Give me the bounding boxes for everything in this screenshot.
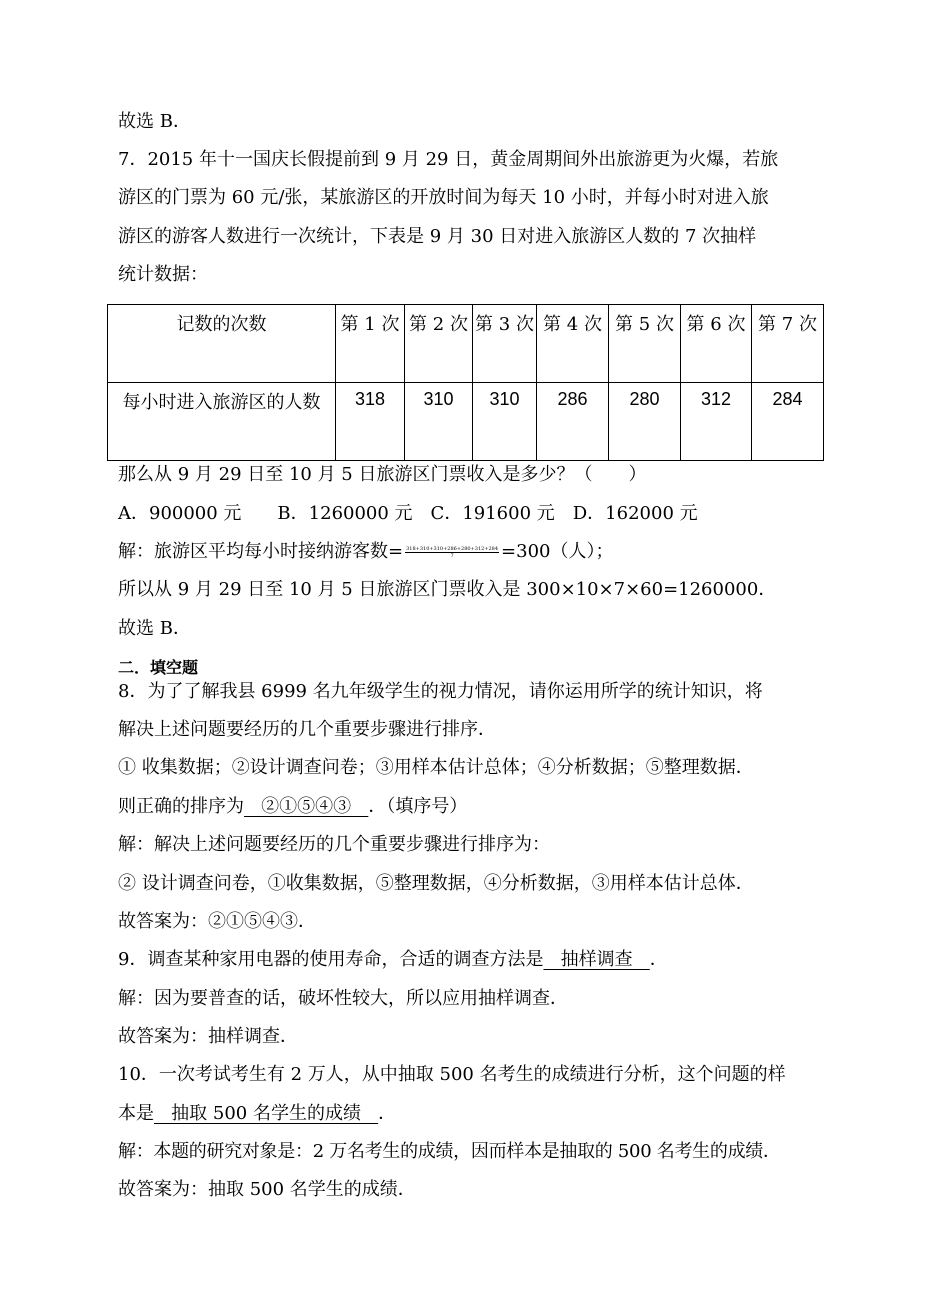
question-text: ．（填序号） <box>368 796 468 817</box>
question-text: ． <box>378 1103 397 1124</box>
fraction-denominator: 7 <box>450 552 454 559</box>
question-8-text <box>118 795 467 819</box>
table-cell: 318 <box>336 383 405 461</box>
question-text: 本是 <box>118 1103 154 1124</box>
question-9-solution: 解：因为要普查的话，破坏性较大，所以应用抽样调查． <box>118 988 568 1009</box>
question-7-text: 7．2015 年十一国庆长假提前到 9 月 29 日，黄金周期间外出旅游更为火爆，若旅 <box>118 149 779 170</box>
question-7-solution: 所以从 9 月 29 日至 10 月 5 日旅游区门票收入是 300×10×7×60=1260000． <box>118 579 777 600</box>
table-cell: 312 <box>681 383 752 461</box>
solution-text: =300（人）； <box>501 541 614 562</box>
table-header-cell: 第 2 次 <box>405 305 473 383</box>
question-text: 9．调查某种家用电器的使用寿命，合适的调查方法是 <box>118 949 544 970</box>
text-line: 故选 B． <box>118 111 191 132</box>
section-heading: 二．填空题 <box>118 658 199 677</box>
question-7-options: A．900000 元 B．1260000 元 C．191600 元 D．162000 元 <box>118 503 698 524</box>
question-text: 则正确的排序为 <box>118 796 244 817</box>
answer-blank: ②①⑤④③ <box>244 796 369 817</box>
question-9-answer: 故答案为：抽样调查． <box>118 1026 298 1047</box>
table-cell: 310 <box>473 383 537 461</box>
question-7-text: 游区的游客人数进行一次统计，下表是 9 月 30 日对进入旅游区人数的 7 次抽样 <box>118 226 757 247</box>
question-8-text: 8．为了了解我县 6999 名九年级学生的视力情况，请你运用所学的统计知识，将 <box>118 681 763 702</box>
table-cell: 286 <box>537 383 609 461</box>
question-7-text: 游区的门票为 60 元/张，某旅游区的开放时间为每天 10 小时，并每小时对进入旅 <box>118 187 769 208</box>
table-header-cell: 第 3 次 <box>473 305 537 383</box>
table-cell: 310 <box>405 383 473 461</box>
table-header-cell: 第 4 次 <box>537 305 609 383</box>
question-8-solution: ② 设计调查问卷，①收集数据，⑤整理数据，④分析数据，③用样本估计总体． <box>118 873 754 894</box>
table-header-label: 记数的次数 <box>108 305 336 383</box>
question-9-text <box>118 948 668 972</box>
solution-text: 解：旅游区平均每小时接纳游客数= <box>118 541 404 562</box>
table-cell: 280 <box>609 383 681 461</box>
question-8-text: ① 收集数据；②设计调查问卷；③用样本估计总体；④分析数据；⑤整理数据． <box>118 757 754 778</box>
question-8-answer: 故答案为：②①⑤④③． <box>118 911 316 932</box>
question-10-answer: 故答案为：抽取 500 名学生的成绩． <box>118 1179 416 1200</box>
question-10-text <box>118 1102 396 1126</box>
question-text: ． <box>649 949 668 970</box>
table-header-cell: 第 6 次 <box>681 305 752 383</box>
table-header-cell: 第 5 次 <box>609 305 681 383</box>
question-7-text: 统计数据： <box>118 264 208 285</box>
question-8-text: 解决上述问题要经历的几个重要步骤进行排序． <box>118 719 496 740</box>
question-7-answer: 故选 B． <box>118 618 191 639</box>
table-header-cell: 第 7 次 <box>752 305 824 383</box>
question-10-solution: 解：本题的研究对象是：2 万名考生的成绩，因而样本是抽取的 500 名考生的成绩． <box>118 1141 781 1162</box>
table-header-row <box>108 305 824 383</box>
fraction-numerator: 318+310+310+286+280+312+284 <box>406 545 499 552</box>
table-row <box>108 383 824 461</box>
question-10-text: 10．一次考试考生有 2 万人，从中抽取 500 名考生的成绩进行分析，这个问题的样 <box>118 1064 786 1085</box>
answer-blank: 抽样调查 <box>543 949 650 970</box>
question-7-solution <box>118 540 614 564</box>
table-cell: 284 <box>752 383 824 461</box>
statistics-table <box>107 304 824 461</box>
answer-blank: 抽取 500 名学生的成绩 <box>154 1103 379 1124</box>
question-8-solution: 解：解决上述问题要经历的几个重要步骤进行排序为： <box>118 834 550 855</box>
question-7-ask: 那么从 9 月 29 日至 10 月 5 日旅游区门票收入是多少？（ ） <box>118 464 647 485</box>
table-header-cell: 第 1 次 <box>336 305 405 383</box>
fraction <box>405 546 499 559</box>
table-row-label: 每小时进入旅游区的人数 <box>108 383 336 461</box>
